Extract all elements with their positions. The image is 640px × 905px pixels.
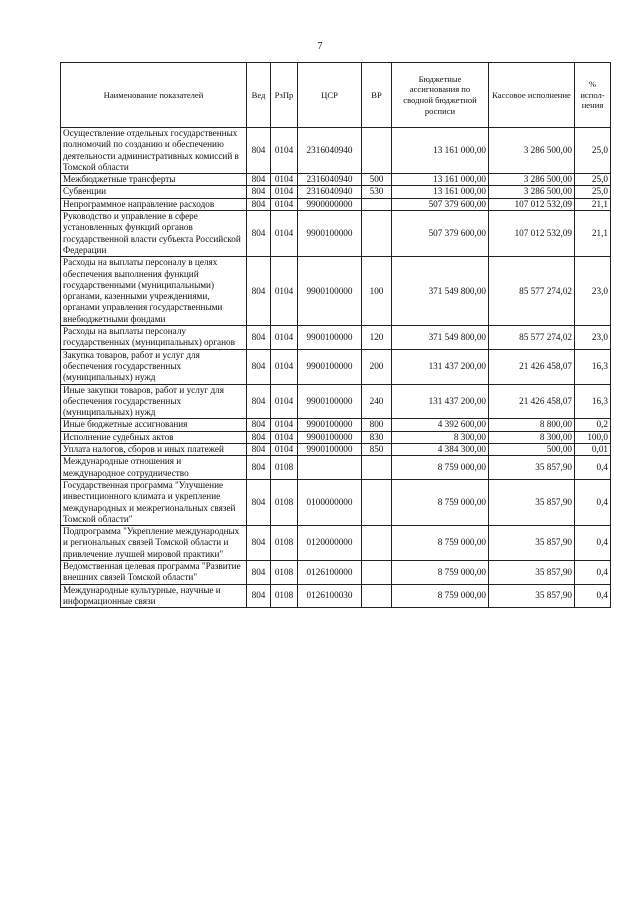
row-vr (362, 560, 392, 584)
row-cash-execution: 35 857,90 (489, 526, 575, 561)
row-cash-execution: 3 286 500,00 (489, 128, 575, 174)
row-percent: 25,0 (575, 174, 611, 186)
row-csr: 0126100030 (298, 584, 362, 608)
row-vr: 500 (362, 174, 392, 186)
row-cash-execution: 35 857,90 (489, 456, 575, 480)
header-rzpr: РзПр (271, 63, 298, 128)
row-csr: 9900100000 (298, 419, 362, 431)
header-assignments: Бюджетные ассигнования по сводной бюджетной росписи (392, 63, 489, 128)
row-name: Межбюджетные трансферты (61, 174, 247, 186)
row-ved: 804 (247, 174, 271, 186)
row-cash-execution: 21 426 458,07 (489, 384, 575, 419)
row-vr: 200 (362, 349, 392, 384)
row-name: Руководство и управление в сфере установленных функций органов государственной власти субъекта Российской Федерации (61, 211, 247, 257)
header-ved: Вед (247, 63, 271, 128)
row-rzpr: 0104 (271, 198, 298, 210)
row-assignments: 507 379 600,00 (392, 198, 489, 210)
row-rzpr: 0104 (271, 444, 298, 456)
row-ved: 804 (247, 444, 271, 456)
row-percent: 25,0 (575, 186, 611, 198)
row-ved: 804 (247, 211, 271, 257)
row-assignments: 507 379 600,00 (392, 211, 489, 257)
row-assignments: 8 759 000,00 (392, 479, 489, 525)
row-csr: 9900100000 (298, 326, 362, 350)
row-assignments: 131 437 200,00 (392, 384, 489, 419)
row-ved: 804 (247, 560, 271, 584)
table-row (61, 186, 611, 198)
table-row (61, 444, 611, 456)
header-name: Наименование показателей (61, 63, 247, 128)
row-assignments: 8 759 000,00 (392, 584, 489, 608)
table-row (61, 584, 611, 608)
row-assignments: 13 161 000,00 (392, 128, 489, 174)
row-cash-execution: 35 857,90 (489, 584, 575, 608)
row-rzpr: 0104 (271, 384, 298, 419)
table-row (61, 174, 611, 186)
row-vr (362, 479, 392, 525)
row-rzpr: 0104 (271, 257, 298, 326)
header-cash-execution: Кассовое исполнение (489, 63, 575, 128)
row-csr: 0100000000 (298, 479, 362, 525)
row-name: Государственная программа "Улучшение инвестиционного климата и укрепление международных и межрегиональных связей Томской области" (61, 479, 247, 525)
row-percent: 0,4 (575, 456, 611, 480)
page-number: 7 (317, 41, 323, 52)
row-ved: 804 (247, 526, 271, 561)
row-rzpr: 0104 (271, 326, 298, 350)
row-percent: 16,3 (575, 384, 611, 419)
row-ved: 804 (247, 186, 271, 198)
row-rzpr: 0104 (271, 211, 298, 257)
row-csr: 0120000000 (298, 526, 362, 561)
row-cash-execution: 85 577 274,02 (489, 326, 575, 350)
row-rzpr: 0108 (271, 560, 298, 584)
header-row (61, 63, 611, 128)
row-vr (362, 211, 392, 257)
row-percent: 21,1 (575, 198, 611, 210)
row-assignments: 8 759 000,00 (392, 456, 489, 480)
row-assignments: 13 161 000,00 (392, 174, 489, 186)
row-rzpr: 0104 (271, 419, 298, 431)
row-assignments: 371 549 800,00 (392, 326, 489, 350)
row-csr: 2316040940 (298, 128, 362, 174)
row-percent: 100,0 (575, 431, 611, 443)
row-ved: 804 (247, 584, 271, 608)
row-cash-execution: 8 300,00 (489, 431, 575, 443)
row-vr: 850 (362, 444, 392, 456)
row-name: Исполнение судебных актов (61, 431, 247, 443)
table-row (61, 349, 611, 384)
row-csr: 9900100000 (298, 211, 362, 257)
row-name: Иные бюджетные ассигнования (61, 419, 247, 431)
row-percent: 0,2 (575, 419, 611, 431)
row-assignments: 4 384 300,00 (392, 444, 489, 456)
row-rzpr: 0104 (271, 431, 298, 443)
row-csr: 9900100000 (298, 257, 362, 326)
row-name: Осуществление отдельных государственных полномочий по созданию и обеспечению деятельности административных комиссий в Томской области (61, 128, 247, 174)
row-assignments: 8 759 000,00 (392, 526, 489, 561)
row-name: Иные закупки товаров, работ и услуг для обеспечения государственных (муниципальных) нужд (61, 384, 247, 419)
row-csr: 0126100000 (298, 560, 362, 584)
row-name: Расходы на выплаты персоналу государственных (муниципальных) органов (61, 326, 247, 350)
row-cash-execution: 3 286 500,00 (489, 174, 575, 186)
row-rzpr: 0104 (271, 349, 298, 384)
row-vr (362, 456, 392, 480)
row-assignments: 8 300,00 (392, 431, 489, 443)
row-ved: 804 (247, 384, 271, 419)
budget-table (60, 62, 611, 608)
table-row (61, 526, 611, 561)
row-name: Ведомственная целевая программа "Развитие внешних связей Томской области" (61, 560, 247, 584)
row-vr (362, 128, 392, 174)
row-percent: 16,3 (575, 349, 611, 384)
row-vr: 800 (362, 419, 392, 431)
row-percent: 23,0 (575, 326, 611, 350)
table-row (61, 479, 611, 525)
row-ved: 804 (247, 431, 271, 443)
row-percent: 21,1 (575, 211, 611, 257)
row-percent: 0,4 (575, 560, 611, 584)
row-ved: 804 (247, 198, 271, 210)
row-rzpr: 0104 (271, 174, 298, 186)
table-row (61, 419, 611, 431)
row-vr: 240 (362, 384, 392, 419)
header-percent: % испол-нения (575, 63, 611, 128)
row-percent: 0,4 (575, 584, 611, 608)
table-row (61, 326, 611, 350)
table-row (61, 431, 611, 443)
row-name: Расходы на выплаты персоналу в целях обеспечения выполнения функций государственными (муниципальными) органами, казенными учреждениями, органами управления государственными внебюджетными фондами (61, 257, 247, 326)
row-rzpr: 0108 (271, 584, 298, 608)
row-assignments: 4 392 600,00 (392, 419, 489, 431)
row-cash-execution: 500,00 (489, 444, 575, 456)
row-csr: 2316040940 (298, 174, 362, 186)
row-cash-execution: 35 857,90 (489, 479, 575, 525)
row-percent: 25,0 (575, 128, 611, 174)
row-name: Уплата налогов, сборов и иных платежей (61, 444, 247, 456)
row-csr: 9900000000 (298, 198, 362, 210)
row-rzpr: 0104 (271, 128, 298, 174)
row-csr: 9900100000 (298, 444, 362, 456)
table-row (61, 211, 611, 257)
header-csr: ЦСР (298, 63, 362, 128)
row-name: Международные культурные, научные и информационные связи (61, 584, 247, 608)
row-percent: 0,01 (575, 444, 611, 456)
row-assignments: 8 759 000,00 (392, 560, 489, 584)
row-cash-execution: 85 577 274,02 (489, 257, 575, 326)
row-ved: 804 (247, 456, 271, 480)
row-cash-execution: 107 012 532,09 (489, 198, 575, 210)
row-ved: 804 (247, 479, 271, 525)
row-vr: 830 (362, 431, 392, 443)
row-cash-execution: 35 857,90 (489, 560, 575, 584)
row-ved: 804 (247, 326, 271, 350)
table-row (61, 456, 611, 480)
table-row (61, 128, 611, 174)
row-name: Подпрограмма "Укрепление международных и региональных связей Томской области и привлечение лучшей мировой практики" (61, 526, 247, 561)
row-csr (298, 456, 362, 480)
table-row (61, 560, 611, 584)
row-csr: 9900100000 (298, 384, 362, 419)
row-vr (362, 584, 392, 608)
table-row (61, 384, 611, 419)
row-csr: 2316040940 (298, 186, 362, 198)
row-vr: 530 (362, 186, 392, 198)
row-rzpr: 0108 (271, 479, 298, 525)
row-assignments: 13 161 000,00 (392, 186, 489, 198)
row-cash-execution: 3 286 500,00 (489, 186, 575, 198)
row-name: Субвенции (61, 186, 247, 198)
row-assignments: 131 437 200,00 (392, 349, 489, 384)
row-ved: 804 (247, 349, 271, 384)
row-vr: 120 (362, 326, 392, 350)
table-row (61, 257, 611, 326)
row-csr: 9900100000 (298, 431, 362, 443)
row-vr: 100 (362, 257, 392, 326)
table-row (61, 198, 611, 210)
row-csr: 9900100000 (298, 349, 362, 384)
header-vr: ВР (362, 63, 392, 128)
row-percent: 23,0 (575, 257, 611, 326)
row-rzpr: 0108 (271, 456, 298, 480)
row-assignments: 371 549 800,00 (392, 257, 489, 326)
row-rzpr: 0108 (271, 526, 298, 561)
row-vr (362, 198, 392, 210)
row-vr (362, 526, 392, 561)
row-cash-execution: 107 012 532,09 (489, 211, 575, 257)
row-percent: 0,4 (575, 479, 611, 525)
row-ved: 804 (247, 419, 271, 431)
row-rzpr: 0104 (271, 186, 298, 198)
row-name: Закупка товаров, работ и услуг для обеспечения государственных (муниципальных) нужд (61, 349, 247, 384)
row-cash-execution: 8 800,00 (489, 419, 575, 431)
row-name: Непрограммное направление расходов (61, 198, 247, 210)
row-ved: 804 (247, 257, 271, 326)
row-cash-execution: 21 426 458,07 (489, 349, 575, 384)
row-percent: 0,4 (575, 526, 611, 561)
row-ved: 804 (247, 128, 271, 174)
row-name: Международные отношения и международное сотрудничество (61, 456, 247, 480)
